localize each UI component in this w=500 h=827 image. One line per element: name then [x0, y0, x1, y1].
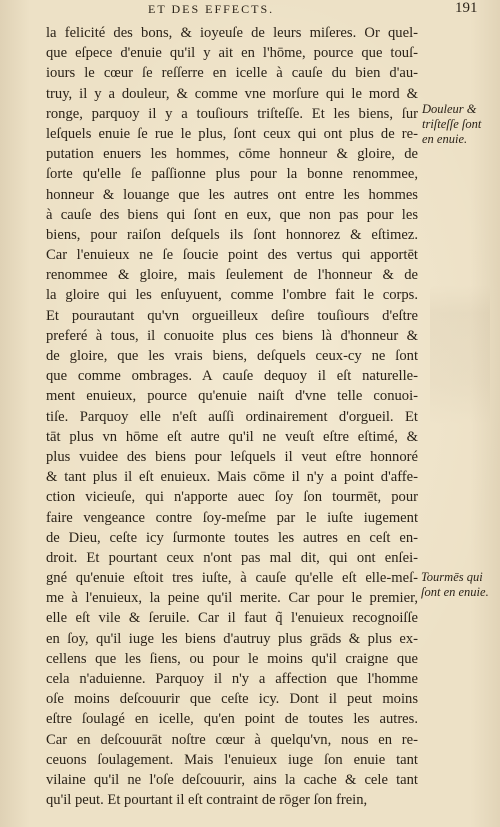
- text-line: cela n'aduienne. Parquoy il n'y a affection que l'homme: [46, 671, 418, 687]
- text-line: Et pourautant qu'vn orgueilleux deſire touſiours d'eſtre: [46, 307, 418, 324]
- running-title: ET DES EFFECTS.: [148, 2, 275, 16]
- text-line: la felicité des bons, & ioyeuſe de leurs miſeres. Or quel-: [46, 25, 418, 41]
- text-line: droit. Et pourtant ceux n'ont pas mal dit, qui ont enſei-: [46, 549, 418, 566]
- text-line: eſtre ſoulagé en icelle, qu'en point de toutes les autres.: [46, 711, 418, 728]
- text-line: ceuons ſoulagement. Mais l'enuieux iuge ſon enuie tant: [46, 751, 418, 768]
- text-line: oſe moins deſcouurir que ceſte icy. Dont il peut moins: [46, 691, 418, 708]
- text-line: que eſpece d'enuie qu'il y ait en l'hōme, pource que touſ-: [46, 45, 418, 62]
- text-line: plus vuidee des biens pour leſquels il veut eſtre honnoré: [46, 448, 418, 465]
- text-line: en ſoy, qu'il iuge les biens d'autruy plus grāds & plus ex-: [46, 630, 418, 647]
- text-line: qu'il peut. Et pourtant il eſt contraint de rōger ſon frein,: [46, 792, 368, 809]
- text-line: tiſe. Parquoy elle n'eſt auſſi ordinairement d'orgueil. Et: [46, 408, 418, 425]
- text-line: renommee & gloire, mais ſeulement de l'honneur & de: [46, 267, 418, 284]
- margin-note-line: Douleur &: [422, 102, 477, 116]
- margin-note-line: Tourmēs qui: [421, 570, 483, 584]
- page-number: 191: [455, 0, 478, 16]
- text-line: & tant plus il eſt enuieux. Mais cōme il n'y a point d'affe-: [46, 469, 418, 486]
- text-line: Car en deſcouurāt noſtre cœur à quelqu'vn, nous en re-: [46, 731, 418, 748]
- text-line: putation enuers les hommes, cōme honneur & gloire, de: [46, 146, 418, 163]
- margin-note-line: ſont en enuie.: [421, 585, 489, 599]
- margin-note-grief: [422, 102, 481, 147]
- text-line: à cauſe des biens qui ſont en eux, que non pas pour les: [46, 206, 418, 223]
- text-line: faire vengeance contre ſoy-meſme par le iuſte iugement: [46, 509, 418, 526]
- text-line: leſquels enuie ſe rue le plus, ſont ceux qui ont plus de re-: [46, 125, 418, 142]
- text-line: que comme ombrages. A cauſe dequoy il eſt naturelle-: [46, 368, 418, 385]
- margin-note-torments: [421, 570, 489, 600]
- text-line: elle eſt vile & ſeruile. Car il faut q̃ l'enuieux recognoiſſe: [46, 610, 418, 627]
- text-line: de Dieu, ceſte icy ſurmonte toutes les autres en ceſt en-: [46, 529, 418, 546]
- text-line: de gloire, que les vrais biens, deſquels ceux-cy ne ſont: [46, 348, 418, 364]
- text-line: iours le cœur ſe reſſerre en icelle à cauſe du bien d'au-: [46, 65, 418, 82]
- margin-note-line: triſteſſe ſont: [422, 117, 482, 131]
- text-line: ment enuieux, pource qu'enuie naiſt d'vne telle conuoi-: [46, 388, 418, 405]
- text-line: la gloire qui les enſuyuent, comme l'ombre fait le corps.: [46, 287, 418, 304]
- text-line: honneur & louange que les autres ont entre les hommes: [46, 186, 418, 203]
- text-line: Car l'enuieux ne ſe ſoucie point des vertus qui apportēt: [46, 247, 418, 264]
- text-line: cellens que les ſiens, ou pour le moins qu'il craigne que: [46, 650, 418, 667]
- show-through-shadow: [430, 285, 490, 425]
- body-text: [46, 23, 418, 810]
- text-line: ction vicieuſe, qui n'apporte auec ſoy ſon tourmēt, pour: [46, 489, 418, 506]
- text-line: preferé à tous, il conuoite plus ces biens là d'honneur &: [46, 327, 418, 344]
- text-line: me à l'enuieux, la peine qu'il merite. Car pour le premier,: [46, 590, 418, 607]
- text-line: ronge, parquoy il y a touſiours triſteſſe. Et les biens, ſur: [46, 105, 418, 122]
- text-line: truy, il y a douleur, & comme vne morſure qui le mord &: [46, 85, 418, 102]
- margin-note-line: en enuie.: [422, 132, 468, 146]
- text-line: tāt plus vn hōme eſt autre qu'il ne veuſt eſtre eſtimé, &: [46, 428, 418, 445]
- text-line: ſorte qu'elle ſe paſſionne plus pour la bonne renommee,: [46, 166, 418, 183]
- text-line: vilaine qu'il ne l'oſe deſcouurir, ains la cache & cele tant: [46, 771, 418, 788]
- text-line: gné qu'enuie eſtoit tres iuſte, à cauſe qu'elle eſt elle-meſ-: [46, 570, 418, 587]
- text-line: biens, pour raiſon deſquels ils ſont honnorez & eſtimez.: [46, 226, 418, 243]
